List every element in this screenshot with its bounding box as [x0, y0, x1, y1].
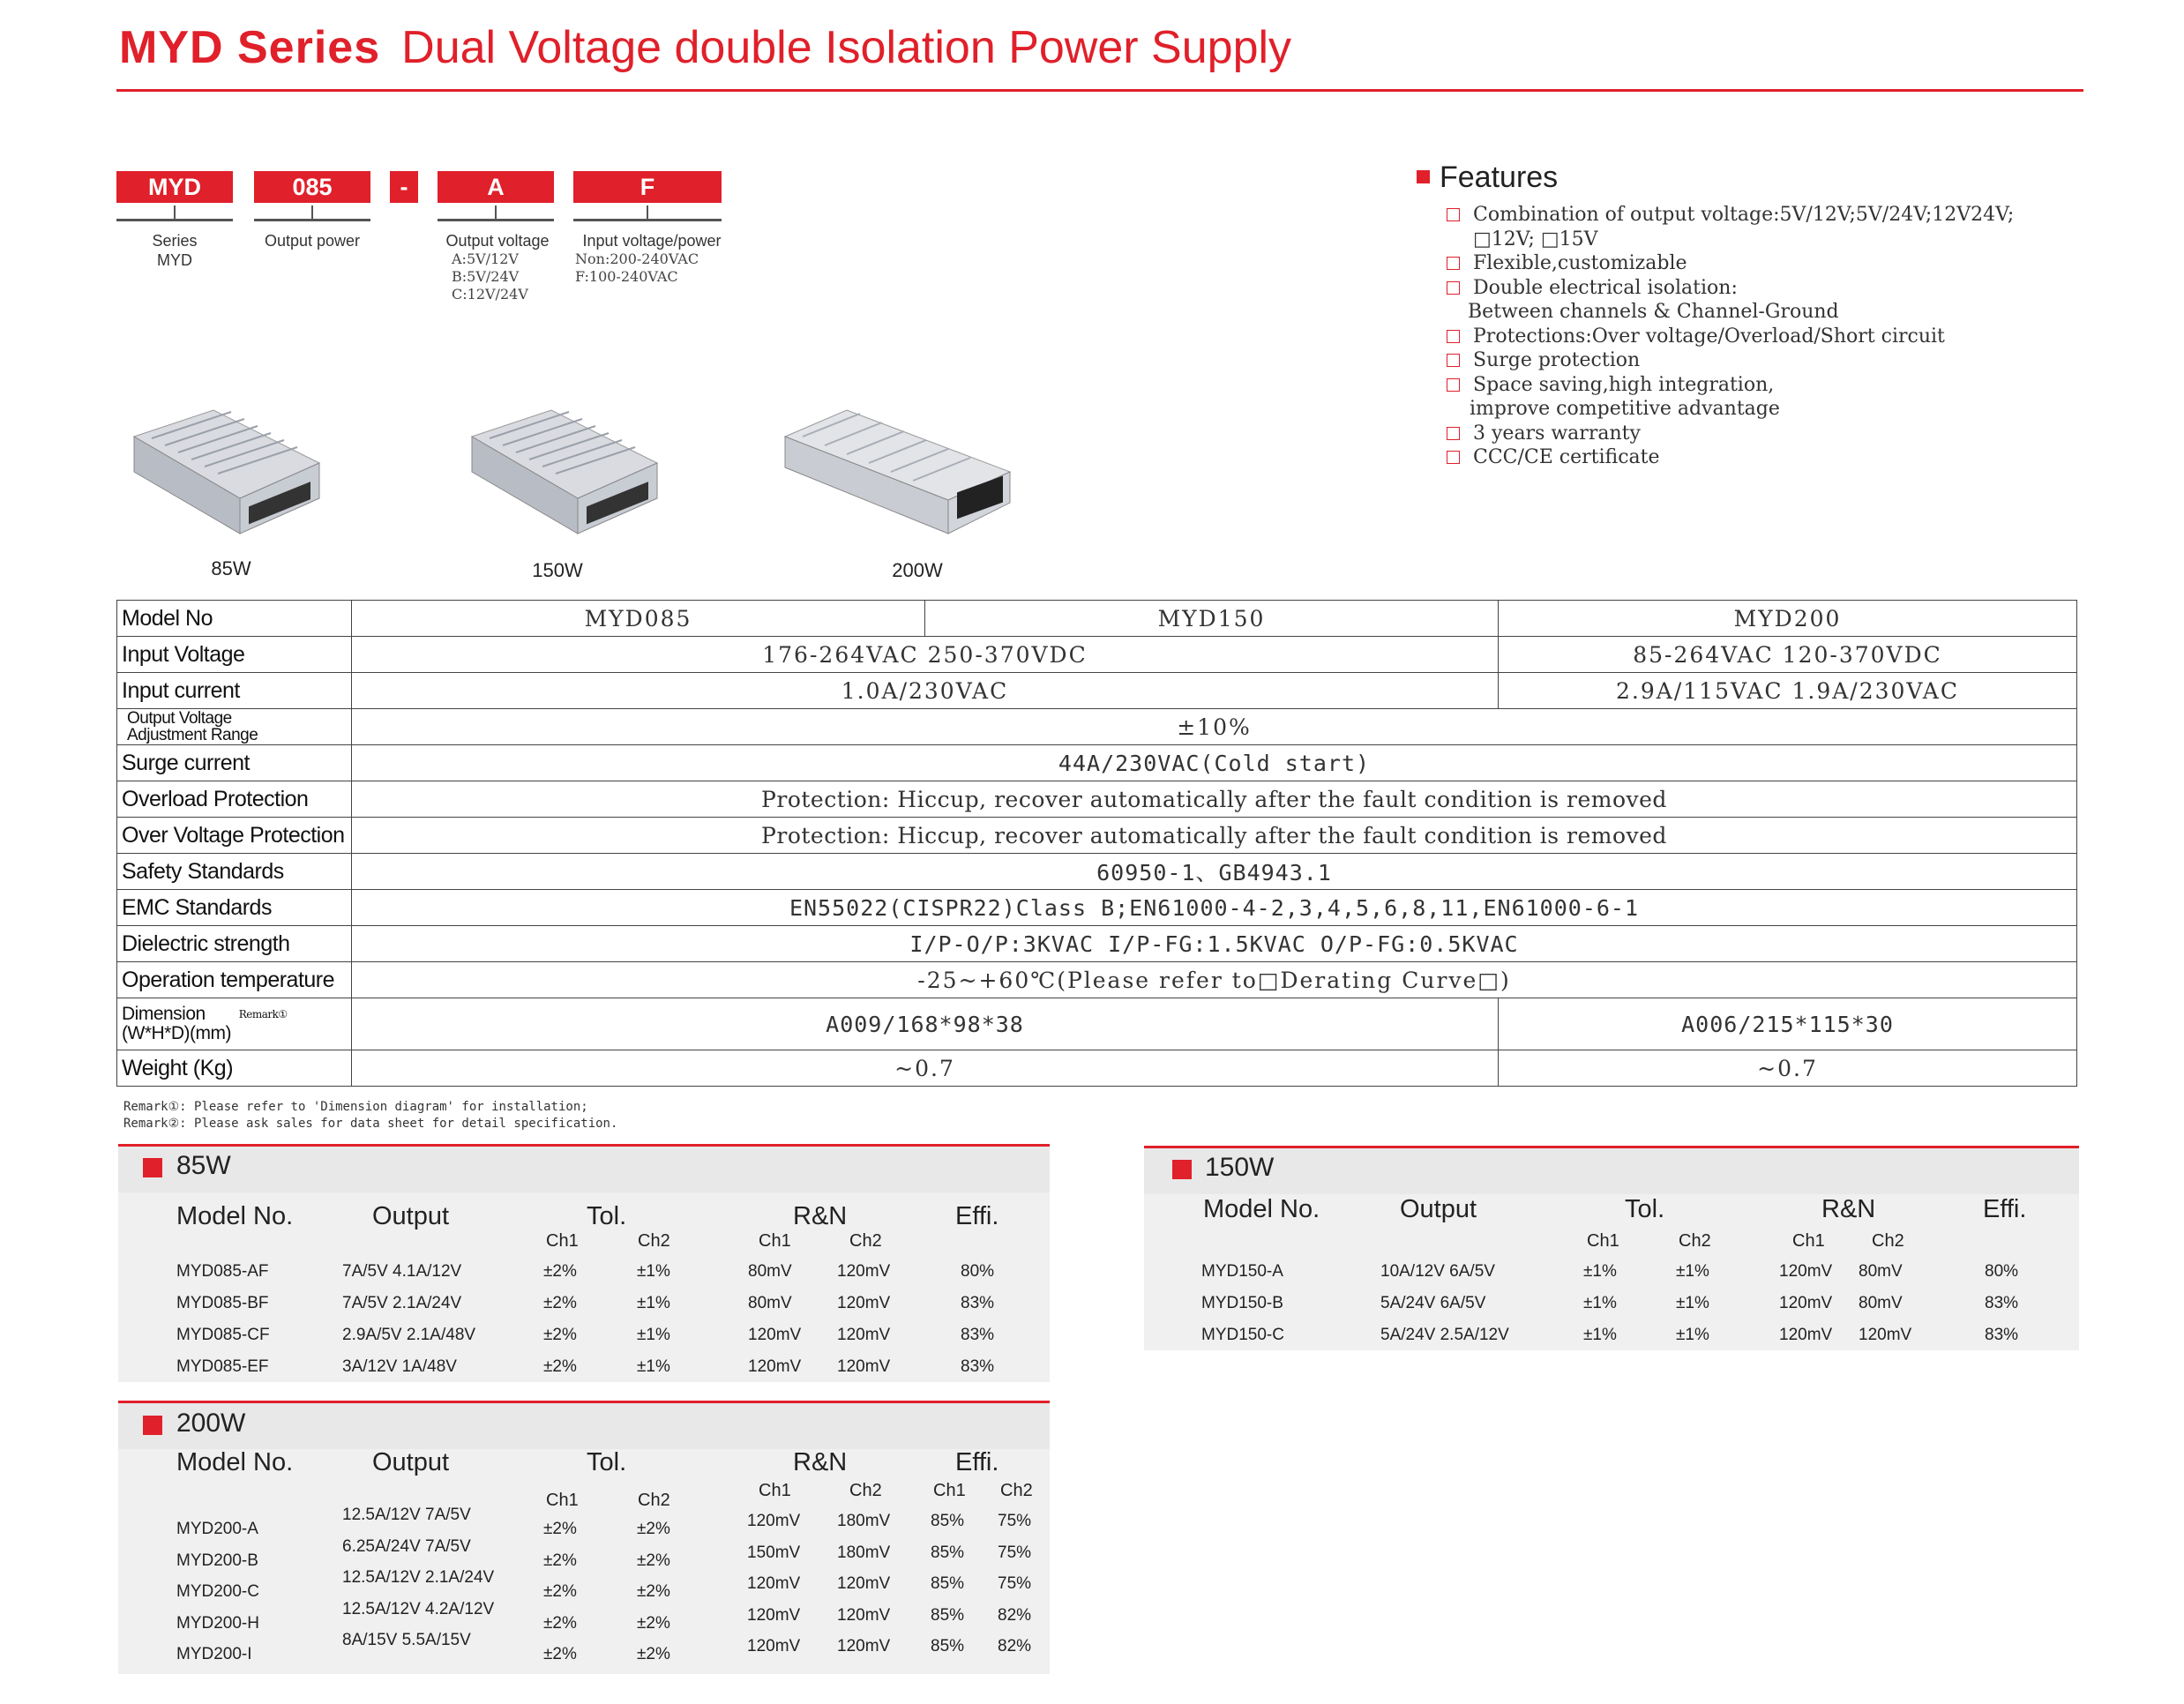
- code-box-output-voltage: A: [438, 171, 554, 203]
- panel-title: 200W: [176, 1409, 246, 1438]
- cell-output: 12.5A/12V 2.1A/24V: [342, 1568, 495, 1587]
- cell-e1: 85%: [931, 1512, 965, 1530]
- cell-model: MYD200-I: [176, 1645, 252, 1663]
- col-header: Tol.: [587, 1202, 627, 1230]
- code-option: F:100-240VAC: [575, 268, 678, 285]
- cell-output: 8A/15V 5.5A/15V: [342, 1631, 471, 1649]
- spec-row-emc: [117, 890, 2077, 926]
- cell-rn1: 120mV: [748, 1326, 802, 1344]
- spec-label: Weight (Kg): [117, 1050, 352, 1087]
- cell-output: 5A/24V 6A/5V: [1380, 1294, 1486, 1312]
- spec-label: [117, 998, 352, 1050]
- spec-label: Overload Protection: [117, 781, 352, 818]
- cell-e1: 85%: [931, 1637, 965, 1655]
- spec-label: Surge current: [117, 745, 352, 781]
- feature-text: Space saving,high integration,: [1473, 373, 1775, 396]
- spec-label: Model No: [117, 601, 352, 637]
- col-subheader: Ch2: [638, 1491, 670, 1510]
- cell-tol2: ±2%: [637, 1645, 670, 1663]
- code-underline: [116, 219, 233, 221]
- cell-rn2: 120mV: [837, 1326, 891, 1344]
- code-label-title: Output power: [264, 232, 361, 250]
- cell-rn1: 120mV: [748, 1357, 802, 1376]
- spec-label-line: (W*H*D)(mm): [122, 1023, 231, 1043]
- spec-label-line: Adjustment Range: [127, 726, 258, 744]
- cell-tol1: ±2%: [543, 1582, 577, 1601]
- spec-label: Input current: [117, 673, 352, 709]
- panel-bullet-icon: [1172, 1160, 1192, 1179]
- cell-tol1: ±2%: [543, 1613, 577, 1633]
- cell-model: MYD085-EF: [176, 1357, 269, 1376]
- code-box-dash: -: [390, 171, 418, 203]
- cell-tol1: ±2%: [543, 1551, 577, 1570]
- cell-rn1: 120mV: [1779, 1262, 1833, 1281]
- spec-label: EMC Standards: [117, 890, 352, 926]
- spec-value: 176-264VAC 250-370VDC: [352, 637, 1499, 673]
- spec-value: MYD150: [925, 601, 1499, 637]
- cell-e1: 85%: [931, 1543, 965, 1562]
- cell-tol2: ±1%: [1676, 1294, 1709, 1312]
- cell-output: 3A/12V 1A/48V: [342, 1357, 457, 1376]
- cell-tol2: ±1%: [637, 1294, 670, 1312]
- col-subheader: Ch2: [849, 1481, 882, 1500]
- feature-continuation: □12V; □15V: [1473, 228, 1598, 250]
- spec-row-input-voltage: [117, 637, 2077, 673]
- code-option: B:5V/24V: [452, 268, 520, 285]
- cell-tol2: ±1%: [1676, 1326, 1709, 1344]
- feature-item: [1447, 348, 2179, 373]
- cell-tol2: ±2%: [637, 1613, 670, 1633]
- feature-item: [1447, 325, 2179, 349]
- panel-header: [118, 1403, 1050, 1449]
- code-box-power: 085: [254, 171, 370, 203]
- code-underline: [573, 219, 722, 221]
- cell-rn2: 180mV: [837, 1543, 891, 1562]
- spec-row-dimension: [117, 998, 2077, 1050]
- feature-text: CCC/CE certificate: [1473, 446, 1660, 468]
- col-header: R&N: [1821, 1195, 1876, 1223]
- cell-rn2: 120mV: [1859, 1326, 1912, 1344]
- code-tick: [311, 206, 313, 219]
- col-subheader: Ch1: [933, 1481, 966, 1500]
- product-label: 200W: [892, 559, 943, 581]
- panel-bullet-icon: [143, 1158, 162, 1177]
- page-subtitle: Dual Voltage double Isolation Power Supply: [401, 22, 1292, 73]
- feature-text: 3 years warranty: [1473, 422, 1641, 445]
- cell-tol1: ±1%: [1583, 1294, 1617, 1312]
- col-header: Effi.: [955, 1448, 999, 1476]
- feature-text: Protections:Over voltage/Overload/Short circuit: [1473, 325, 1945, 348]
- cell-model: MYD200-C: [176, 1582, 259, 1601]
- cell-e2: 75%: [998, 1512, 1032, 1530]
- spec-value: 2.9A/115VAC 1.9A/230VAC: [1499, 673, 2077, 709]
- spec-value: ~0.7: [352, 1050, 1499, 1087]
- feature-text: Surge protection: [1473, 349, 1641, 371]
- col-header: Model No.: [1203, 1195, 1320, 1223]
- spec-value: I/P-O/P:3KVAC I/P-FG:1.5KVAC O/P-FG:0.5KVAC: [352, 926, 2077, 962]
- spec-label-line: Dimension: [122, 1004, 206, 1024]
- cell-rn2: 120mV: [837, 1262, 891, 1281]
- cell-rn1: 80mV: [748, 1294, 792, 1312]
- spec-label: Input Voltage: [117, 637, 352, 673]
- cell-output: 10A/12V 6A/5V: [1380, 1262, 1495, 1281]
- cell-output: 6.25A/24V 7A/5V: [342, 1536, 471, 1556]
- code-option: C:12V/24V: [452, 286, 528, 303]
- code-tick: [495, 206, 497, 219]
- cell-output: 7A/5V 2.1A/24V: [342, 1294, 462, 1312]
- code-label-input: [568, 231, 736, 286]
- cell-rn2: 120mV: [837, 1637, 891, 1655]
- spec-label: Over Voltage Protection: [117, 818, 352, 854]
- series-name: MYD Series: [119, 22, 381, 73]
- cell-rn2: 80mV: [1859, 1294, 1903, 1312]
- col-header: Model No.: [176, 1448, 294, 1476]
- spec-value: MYD085: [352, 601, 925, 637]
- code-box-input: F: [573, 171, 722, 203]
- checkbox-icon: [1447, 378, 1460, 392]
- spec-value: Protection: Hiccup, recover automatically after the fault condition is removed: [352, 818, 2077, 854]
- cell-model: MYD200-H: [176, 1613, 259, 1633]
- col-header: Effi.: [955, 1202, 999, 1230]
- col-header: Output: [372, 1448, 450, 1476]
- cell-model: MYD200-B: [176, 1551, 258, 1570]
- col-subheader: Ch1: [1587, 1231, 1619, 1251]
- col-header: Tol.: [587, 1448, 627, 1476]
- feature-item: [1447, 422, 2179, 446]
- spec-row-overload: [117, 781, 2077, 818]
- spec-value: ±10%: [352, 709, 2077, 745]
- feature-continuation: Between channels & Channel-Ground: [1468, 301, 1839, 323]
- col-header: Tol.: [1625, 1195, 1665, 1223]
- code-option: Non:200-240VAC: [575, 250, 699, 267]
- cell-output: 5A/24V 2.5A/12V: [1380, 1326, 1509, 1344]
- col-subheader: Ch1: [759, 1231, 791, 1251]
- spec-value: ~0.7: [1499, 1050, 2077, 1087]
- checkbox-icon: [1447, 281, 1460, 295]
- cell-model: MYD150-A: [1201, 1262, 1283, 1281]
- col-header: R&N: [793, 1448, 848, 1476]
- spec-value: MYD200: [1499, 601, 2077, 637]
- checkbox-icon: [1447, 354, 1460, 367]
- code-tick: [647, 206, 648, 219]
- features-list: [1447, 203, 2179, 470]
- feature-continuation: improve competitive advantage: [1470, 398, 1780, 420]
- cell-output: 2.9A/5V 2.1A/48V: [342, 1326, 476, 1344]
- cell-rn2: 120mV: [837, 1574, 891, 1593]
- spec-value: -25~+60℃(Please refer to□Derating Curve□): [352, 962, 2077, 998]
- col-subheader: Ch1: [546, 1231, 579, 1251]
- cell-output: 12.5A/12V 7A/5V: [342, 1506, 471, 1524]
- spec-value: Protection: Hiccup, recover automatically after the fault condition is removed: [352, 781, 2077, 818]
- panel-bullet-icon: [143, 1416, 162, 1435]
- cell-tol2: ±2%: [637, 1551, 670, 1570]
- remark-line: Remark①: Please refer to 'Dimension diagram' for installation;: [123, 1100, 588, 1114]
- product-label: 85W: [211, 557, 251, 579]
- col-header: R&N: [793, 1202, 848, 1230]
- cell-model: MYD085-BF: [176, 1294, 269, 1312]
- cell-effi: 83%: [961, 1326, 995, 1344]
- cell-output: 7A/5V 4.1A/12V: [342, 1262, 462, 1281]
- panel-title: 85W: [176, 1151, 231, 1180]
- features-title: Features: [1440, 161, 1559, 194]
- code-label-series: [116, 231, 233, 270]
- cell-tol1: ±1%: [1583, 1262, 1617, 1281]
- cell-e2: 75%: [998, 1543, 1032, 1562]
- feature-text: Combination of output voltage:5V/12V;5V/24V;12V24V;: [1473, 204, 2015, 226]
- features-bullet-icon: [1417, 170, 1430, 183]
- code-box-series: MYD: [116, 171, 233, 203]
- spec-value: A006/215*115*30: [1499, 998, 2077, 1050]
- title-divider: [116, 89, 2083, 92]
- cell-tol1: ±2%: [543, 1262, 577, 1281]
- spec-value: 60950-1、GB4943.1: [352, 854, 2077, 890]
- feature-text: Flexible,customizable: [1473, 252, 1687, 274]
- cell-rn1: 80mV: [748, 1262, 792, 1281]
- checkbox-icon: [1447, 330, 1460, 343]
- code-underline: [438, 219, 554, 221]
- spec-row-model: [117, 601, 2077, 637]
- remark-marker: Remark①: [238, 1008, 288, 1020]
- spec-row-temperature: [117, 962, 2077, 998]
- col-header: Output: [372, 1202, 450, 1230]
- code-underline: [254, 219, 370, 221]
- spec-label: Operation temperature: [117, 962, 352, 998]
- cell-rn1: 120mV: [1779, 1294, 1833, 1312]
- spec-value: 85-264VAC 120-370VDC: [1499, 637, 2077, 673]
- checkbox-icon: [1447, 257, 1460, 270]
- cell-tol1: ±1%: [1583, 1326, 1617, 1344]
- spec-label: Dielectric strength: [117, 926, 352, 962]
- spec-label: [117, 709, 352, 745]
- cell-e1: 85%: [931, 1605, 965, 1625]
- page-title: [119, 21, 1291, 74]
- cell-e1: 85%: [931, 1574, 965, 1593]
- spec-row-adjustment: [117, 709, 2077, 745]
- cell-model: MYD150-C: [1201, 1326, 1284, 1344]
- cell-tol2: ±2%: [637, 1520, 670, 1538]
- power-supply-85w-image: [116, 401, 328, 542]
- cell-effi: 80%: [961, 1262, 995, 1281]
- feature-text: Double electrical isolation:: [1473, 276, 1738, 299]
- cell-rn1: 120mV: [747, 1605, 801, 1625]
- cell-effi: 83%: [1985, 1294, 2019, 1312]
- cell-e2: 75%: [998, 1574, 1032, 1593]
- spec-label: Safety Standards: [117, 854, 352, 890]
- col-subheader: Ch2: [849, 1231, 882, 1251]
- col-subheader: Ch2: [1679, 1231, 1711, 1251]
- feature-item: [1447, 251, 2179, 276]
- checkbox-icon: [1447, 208, 1460, 221]
- checkbox-icon: [1447, 451, 1460, 464]
- feature-item: [1447, 445, 2179, 470]
- spec-value: 44A/230VAC(Cold start): [352, 745, 2077, 781]
- spec-row-surge: [117, 745, 2077, 781]
- cell-tol1: ±2%: [543, 1520, 577, 1538]
- cell-model: MYD200-A: [176, 1520, 258, 1538]
- spec-value: EN55022(CISPR22)Class B;EN61000-4-2,3,4,5,6,8,11,EN61000-6-1: [352, 890, 2077, 926]
- cell-rn1: 120mV: [747, 1512, 801, 1530]
- spec-row-overvoltage: [117, 818, 2077, 854]
- cell-effi: 83%: [961, 1357, 995, 1376]
- cell-tol1: ±2%: [543, 1294, 577, 1312]
- remarks: [123, 1099, 617, 1132]
- spec-row-input-current: [117, 673, 2077, 709]
- panel-header: [118, 1147, 1050, 1192]
- spec-row-weight: [117, 1050, 2077, 1087]
- col-subheader: Ch1: [546, 1491, 579, 1510]
- col-subheader: Ch1: [1792, 1231, 1825, 1251]
- checkbox-icon: [1447, 427, 1460, 440]
- remark-line: Remark②: Please ask sales for data sheet for detail specification.: [123, 1117, 618, 1131]
- code-label-output-voltage: [436, 231, 559, 303]
- cell-model: MYD150-B: [1201, 1294, 1283, 1312]
- col-subheader: Ch2: [638, 1231, 670, 1251]
- cell-output: 12.5A/12V 4.2A/12V: [342, 1599, 495, 1618]
- cell-tol1: ±2%: [543, 1645, 577, 1663]
- code-label-title: Series: [152, 232, 198, 250]
- cell-rn1: 120mV: [747, 1637, 801, 1655]
- spec-value: A009/168*98*38: [352, 998, 1499, 1050]
- code-option: A:5V/12V: [452, 250, 519, 267]
- cell-e2: 82%: [998, 1637, 1032, 1655]
- code-label-title: Output voltage: [445, 232, 550, 250]
- feature-item: [1447, 276, 2179, 301]
- code-label-power: [247, 231, 378, 250]
- cell-rn2: 120mV: [837, 1605, 891, 1625]
- col-subheader: Ch2: [1000, 1481, 1033, 1500]
- feature-item: [1447, 203, 2179, 228]
- col-header: Effi.: [1983, 1195, 2027, 1223]
- power-supply-150w-image: [454, 401, 666, 542]
- cell-rn1: 120mV: [747, 1574, 801, 1593]
- cell-rn2: 120mV: [837, 1294, 891, 1312]
- cell-rn1: 150mV: [747, 1543, 801, 1562]
- cell-tol1: ±2%: [543, 1357, 577, 1376]
- cell-model: MYD085-CF: [176, 1326, 270, 1344]
- code-tick: [174, 206, 176, 219]
- col-subheader: Ch2: [1872, 1231, 1904, 1251]
- power-supply-200w-image: [776, 401, 1014, 542]
- cell-tol2: ±1%: [637, 1262, 670, 1281]
- cell-tol2: ±1%: [1676, 1262, 1709, 1281]
- spec-row-dielectric: [117, 926, 2077, 962]
- cell-rn2: 180mV: [837, 1512, 891, 1530]
- spec-value: 1.0A/230VAC: [352, 673, 1499, 709]
- cell-model: MYD085-AF: [176, 1262, 269, 1281]
- spec-label-line: Output Voltage: [127, 709, 232, 728]
- product-label: 150W: [532, 559, 583, 581]
- feature-item: [1447, 373, 2179, 398]
- cell-rn1: 120mV: [1779, 1326, 1833, 1344]
- col-header: Output: [1400, 1195, 1477, 1223]
- code-label-title: Input voltage/power: [582, 232, 722, 250]
- panel-header: [1144, 1148, 2079, 1194]
- spec-table: [116, 600, 2077, 1087]
- col-subheader: Ch1: [759, 1481, 791, 1500]
- cell-effi: 80%: [1985, 1262, 2019, 1281]
- col-header: Model No.: [176, 1202, 294, 1230]
- cell-rn2: 80mV: [1859, 1262, 1903, 1281]
- cell-tol2: ±1%: [637, 1357, 670, 1376]
- cell-tol1: ±2%: [543, 1326, 577, 1344]
- cell-effi: 83%: [1985, 1326, 2019, 1344]
- cell-tol2: ±1%: [637, 1326, 670, 1344]
- cell-effi: 83%: [961, 1294, 995, 1312]
- panel-title: 150W: [1205, 1153, 1275, 1182]
- cell-rn2: 120mV: [837, 1357, 891, 1376]
- cell-tol2: ±2%: [637, 1582, 670, 1601]
- spec-row-safety: [117, 854, 2077, 890]
- code-label-line: MYD: [157, 251, 192, 269]
- cell-e2: 82%: [998, 1605, 1032, 1625]
